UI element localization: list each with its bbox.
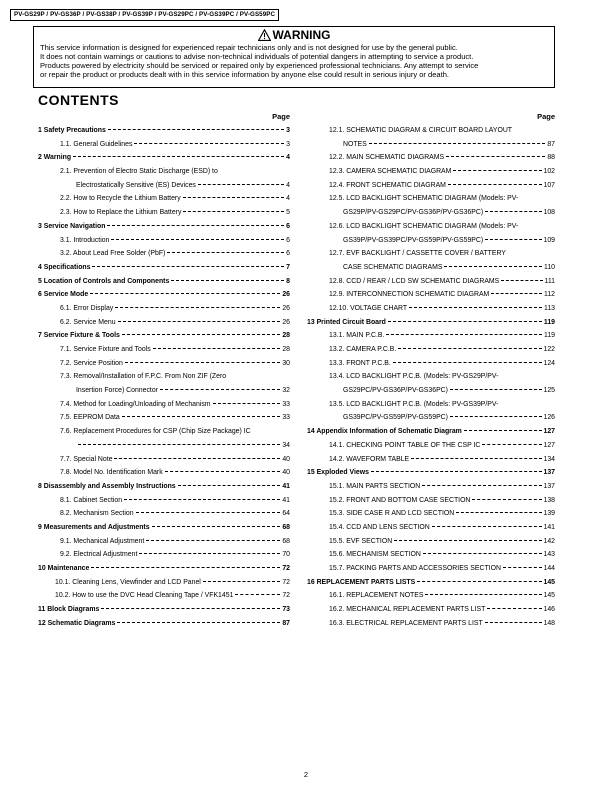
toc-entry-page: 26 — [282, 304, 290, 312]
toc-leader — [446, 156, 545, 157]
toc-entry-title: 7.3. Removal/Installation of F.P.C. From Non ZIF (Zero — [60, 373, 227, 381]
toc-entry[interactable] — [307, 346, 555, 354]
toc-entry-title: 7.7. Special Note — [60, 455, 113, 463]
toc-entry-title: 13.5. LCD BACKLIGHT P.C.B. (Models: PV-GS39P/PV- — [329, 400, 499, 408]
toc-entry-title: 7.8. Model No. Identification Mark — [60, 469, 163, 477]
toc-leader — [388, 321, 542, 322]
toc-entry[interactable] — [307, 469, 555, 477]
toc-leader — [124, 499, 280, 500]
toc-leader — [78, 444, 280, 445]
toc-entry-title: 3 Service Navigation — [38, 222, 106, 230]
toc-leader — [91, 567, 280, 568]
toc-leader — [456, 512, 541, 513]
toc-entry[interactable] — [38, 305, 290, 313]
toc-entry-title: 10 Maintenance — [38, 565, 90, 572]
toc-entry-page: 127 — [543, 441, 555, 449]
toc-entry[interactable] — [307, 538, 555, 546]
toc-entry-page: 33 — [282, 400, 290, 408]
warning-line: or repair the product or products dealt with in this service information by anyone else could result in serious injury or death. — [40, 70, 449, 80]
toc-entry-title: 12.3. CAMERA SCHEMATIC DIAGRAM — [329, 168, 452, 176]
toc-entry-title: 10.1. Cleaning Lens, Viewfinder and LCD Panel — [55, 578, 201, 586]
toc-entry[interactable] — [38, 483, 290, 491]
toc-entry-page: 4 — [286, 181, 290, 189]
toc-leader — [485, 239, 541, 240]
toc-leader — [453, 170, 541, 171]
toc-entry[interactable] — [38, 592, 290, 600]
toc-entry[interactable] — [38, 346, 290, 354]
toc-entry-page: 138 — [543, 496, 555, 504]
toc-leader — [432, 526, 542, 527]
toc-entry-page: 72 — [282, 592, 290, 600]
toc-leader — [165, 471, 281, 472]
toc-entry[interactable] — [38, 209, 290, 217]
toc-entry-title: Electrostatically Sensitive (ES) Devices — [76, 181, 196, 189]
toc-leader — [122, 416, 281, 417]
toc-entry-page: 28 — [282, 332, 290, 340]
toc-entry-page: 109 — [543, 236, 555, 244]
toc-entry[interactable] — [38, 237, 290, 245]
toc-entry-title: 6.1. Error Display — [60, 304, 114, 312]
toc-entry-page: 146 — [543, 606, 555, 614]
toc-entry[interactable] — [307, 250, 555, 258]
toc-entry-page: 137 — [543, 469, 555, 477]
toc-entry[interactable] — [307, 387, 555, 395]
toc-leader — [472, 499, 541, 500]
toc-entry-page: 142 — [543, 537, 555, 545]
page-column-header: Page — [537, 112, 555, 121]
warning-line: It does not contain warnings or cautions to advise non-technical individuals of potential dangers in attempting to service a product. — [40, 52, 474, 62]
toc-entry-page: 5 — [286, 209, 290, 217]
toc-entry-page: 102 — [543, 168, 555, 176]
warning-line: This service information is designed for experienced repair technicians only and is not designed for use by the general public. — [40, 43, 458, 52]
warning-triangle-icon — [258, 28, 273, 42]
toc-entry-title: 16.3. ELECTRICAL REPLACEMENT PARTS LIST — [329, 619, 483, 627]
toc-entry-page: 40 — [282, 455, 290, 463]
toc-entry[interactable] — [38, 141, 290, 149]
warning-line: Products powered by electricity should be serviced or repaired only by experienced professional technicians. Any attempt to service — [40, 61, 479, 71]
toc-entry-title: 11 Block Diagrams — [38, 606, 100, 614]
toc-entry-page: 113 — [544, 304, 555, 312]
toc-entry[interactable] — [307, 456, 555, 464]
toc-entry-title: 15.5. EVF SECTION — [329, 537, 393, 545]
toc-leader — [487, 608, 541, 609]
toc-entry-page: 126 — [543, 414, 555, 422]
toc-entry-title: 16 REPLACEMENT PARTS LISTS — [307, 578, 416, 586]
toc-leader — [386, 334, 542, 335]
toc-entry-title: 15 Exploded Views — [307, 469, 369, 477]
toc-leader — [122, 334, 281, 335]
toc-entry[interactable] — [38, 264, 290, 272]
contents-title: CONTENTS — [38, 92, 119, 108]
toc-leader — [92, 266, 284, 267]
toc-entry-title: 14.2. WAVEFORM TABLE — [329, 455, 410, 463]
toc-list-left — [38, 127, 290, 628]
toc-entry[interactable] — [38, 332, 290, 340]
toc-leader — [464, 430, 542, 431]
toc-leader — [171, 280, 284, 281]
toc-entry-title: 9 Measurements and Adjustments — [38, 523, 150, 531]
toc-entry-page: 145 — [543, 578, 555, 586]
toc-entry-page: 8 — [286, 277, 290, 285]
toc-entry-page: 73 — [282, 606, 290, 614]
toc-entry[interactable] — [307, 195, 555, 203]
toc-entry[interactable] — [38, 387, 290, 395]
toc-entry[interactable] — [307, 592, 555, 600]
toc-entry[interactable] — [307, 442, 555, 450]
toc-leader — [371, 471, 542, 472]
toc-entry[interactable] — [307, 551, 555, 559]
toc-entry[interactable] — [38, 428, 290, 436]
toc-entry-title: 14 Appendix Information of Schematic Diagram — [307, 428, 462, 436]
toc-entry-title: 7.2. Service Position — [60, 359, 123, 367]
toc-entry-title: 4 Specifications — [38, 263, 91, 271]
toc-leader — [503, 567, 542, 568]
toc-leader — [485, 622, 542, 623]
toc-entry-page: 112 — [544, 291, 555, 299]
toc-leader — [423, 553, 542, 554]
toc-entry-title: 3.1. Introduction — [60, 236, 110, 244]
toc-entry-title: 13 Printed Circuit Board — [307, 318, 386, 326]
toc-leader — [107, 225, 284, 226]
toc-entry-page: 64 — [282, 510, 290, 518]
toc-leader — [136, 512, 281, 513]
toc-entry-title: 5 Location of Controls and Components — [38, 277, 170, 285]
toc-entry[interactable] — [307, 373, 555, 381]
toc-entry[interactable] — [38, 319, 290, 327]
toc-entry-title: 7.4. Method for Loading/Unloading of Mechanism — [60, 400, 211, 408]
toc-entry-page: 26 — [282, 291, 290, 299]
toc-entry[interactable] — [38, 401, 290, 409]
toc-entry[interactable] — [38, 551, 290, 559]
toc-leader — [203, 581, 281, 582]
toc-entry-title: 8 Disassembly and Assembly Instructions — [38, 482, 176, 490]
toc-entry[interactable] — [307, 510, 555, 518]
toc-entry[interactable] — [307, 319, 555, 327]
toc-entry-title: 15.1. MAIN PARTS SECTION — [329, 482, 421, 490]
toc-leader — [183, 211, 284, 212]
toc-entry-title: 12.7. EVF BACKLIGHT / CASSETTE COVER / BATTERY — [329, 250, 506, 258]
toc-entry-page: 4 — [286, 195, 290, 203]
toc-entry-page: 68 — [282, 537, 290, 545]
toc-entry[interactable] — [38, 373, 290, 381]
page-number: 2 — [303, 770, 309, 779]
toc-entry-page: 134 — [543, 455, 555, 463]
toc-entry[interactable] — [38, 250, 290, 258]
toc-entry-title: 2.3. How to Replace the Lithium Battery — [60, 209, 182, 217]
toc-entry-title: 12.1. SCHEMATIC DIAGRAM & CIRCUIT BOARD LAYOUT — [329, 127, 513, 134]
toc-entry-page: 72 — [282, 565, 290, 572]
toc-entry[interactable] — [307, 428, 555, 436]
toc-leader — [167, 252, 284, 253]
toc-entry-title: 2 Warning — [38, 154, 72, 162]
toc-entry-page: 110 — [544, 263, 555, 271]
toc-leader — [369, 143, 546, 144]
toc-entry-title: 12.6. LCD BACKLIGHT SCHEMATIC DIAGRAM (Models: PV- — [329, 222, 519, 230]
toc-entry-title: 13.2. CAMERA P.C.B. — [329, 346, 397, 353]
toc-leader — [125, 362, 281, 363]
toc-entry-title: 6 Service Mode — [38, 291, 89, 299]
toc-entry-page: 3 — [286, 127, 290, 134]
page-column-header: Page — [272, 112, 290, 121]
toc-entry[interactable] — [307, 291, 555, 299]
toc-entry-page: 107 — [543, 181, 555, 189]
toc-entry-title: 15.3. SIDE CASE R AND LCD SECTION — [329, 510, 455, 518]
toc-entry-title: 12.9. INTERCONNECTION SCHEMATIC DIAGRAM — [329, 291, 490, 299]
toc-entry[interactable] — [307, 579, 555, 587]
toc-entry-title: 15.4. CCD AND LENS SECTION — [329, 523, 430, 531]
toc-entry-title: 1.1. General Guidelines — [60, 140, 133, 148]
toc-leader — [444, 266, 542, 267]
toc-entry-page: 111 — [544, 277, 555, 285]
toc-entry[interactable] — [307, 141, 555, 149]
toc-entry-title: 6.2. Service Menu — [60, 318, 116, 326]
toc-entry-title: 7.5. EEPROM Data — [60, 414, 120, 422]
toc-entry-title: 15.7. PACKING PARTS AND ACCESSORIES SECTION — [329, 565, 501, 572]
warning-title: WARNING — [272, 28, 331, 42]
toc-entry-title: 16.2. MECHANICAL REPLACEMENT PARTS LIST — [329, 606, 486, 614]
toc-entry[interactable] — [307, 127, 555, 135]
toc-entry-page: 144 — [543, 565, 555, 572]
toc-entry-title: GS39P/PV-GS39PC/PV-GS59P/PV-GS59PC) — [343, 236, 484, 244]
toc-leader — [178, 485, 281, 486]
toc-entry[interactable] — [38, 579, 290, 587]
toc-entry-title: 8.2. Mechanism Section — [60, 510, 134, 518]
toc-entry[interactable] — [38, 524, 290, 532]
toc-leader — [425, 594, 541, 595]
toc-leader — [115, 307, 280, 308]
toc-entry[interactable] — [307, 414, 555, 422]
toc-entry-page: 40 — [282, 469, 290, 477]
toc-entry-page: 41 — [282, 482, 290, 490]
toc-entry-title: 9.1. Mechanical Adjustment — [60, 537, 145, 545]
warning-title-row — [40, 29, 548, 43]
toc-entry[interactable] — [307, 360, 555, 368]
toc-entry[interactable] — [38, 360, 290, 368]
toc-leader — [153, 348, 281, 349]
toc-entry-page: 148 — [543, 619, 555, 627]
toc-entry-title: 12.2. MAIN SCHEMATIC DIAGRAMS — [329, 154, 445, 162]
toc-leader — [417, 581, 541, 582]
toc-entry[interactable] — [38, 497, 290, 505]
toc-entry-page: 32 — [282, 387, 290, 395]
toc-entry-title: 7 Service Fixture & Tools — [38, 332, 120, 340]
toc-entry-page: 145 — [543, 592, 555, 600]
toc-entry-title: 15.2. FRONT AND BOTTOM CASE SECTION — [329, 496, 471, 504]
toc-leader — [160, 389, 280, 390]
toc-entry-page: 122 — [543, 346, 555, 353]
toc-entry-page: 7 — [286, 263, 290, 271]
toc-entry[interactable] — [307, 620, 555, 628]
toc-leader — [448, 184, 542, 185]
toc-entry[interactable] — [307, 264, 555, 272]
toc-entry[interactable] — [38, 456, 290, 464]
toc-entry-title: 2.2. How to Recycle the Lithium Battery — [60, 195, 181, 203]
toc-entry[interactable] — [38, 127, 290, 135]
toc-entry[interactable] — [307, 483, 555, 491]
warning-box — [33, 26, 555, 88]
toc-entry-title: GS29P/PV-GS29PC/PV-GS36P/PV-GS36PC) — [343, 209, 484, 217]
toc-entry-title: 7.1. Service Fixture and Tools — [60, 346, 151, 353]
toc-entry[interactable] — [307, 305, 555, 313]
toc-entry-title: Insertion Force) Connector — [76, 387, 158, 395]
toc-entry-title: 3.2. About Lead Free Solder (PbF) — [60, 250, 166, 258]
toc-entry-page: 33 — [282, 414, 290, 422]
toc-entry-title: 12.5. LCD BACKLIGHT SCHEMATIC DIAGRAM (Models: PV- — [329, 195, 519, 203]
toc-entry-page: 108 — [543, 209, 555, 217]
toc-leader — [393, 362, 542, 363]
toc-entry-title: NOTES — [343, 140, 367, 148]
toc-entry[interactable] — [307, 565, 555, 573]
toc-leader — [152, 526, 281, 527]
toc-entry-page: 6 — [286, 222, 290, 230]
toc-entry[interactable] — [307, 278, 555, 286]
toc-entry[interactable] — [307, 497, 555, 505]
toc-right-column — [307, 112, 555, 633]
toc-entry[interactable] — [38, 469, 290, 477]
toc-leader — [235, 594, 280, 595]
toc-entry-page: 143 — [543, 551, 555, 559]
toc-leader — [101, 608, 280, 609]
toc-entry-page: 88 — [547, 154, 555, 162]
toc-entry-title: 12.4. FRONT SCHEMATIC DIAGRAM — [329, 181, 446, 189]
toc-entry-page: 4 — [286, 154, 290, 162]
toc-entry-title: 9.2. Electrical Adjustment — [60, 551, 138, 559]
toc-entry-page: 6 — [286, 250, 290, 258]
toc-entry-title: 1 Safety Precautions — [38, 127, 106, 134]
toc-entry-page: 139 — [543, 510, 555, 518]
toc-entry-title: 14.1. CHECKING POINT TABLE OF THE CSP IC — [329, 441, 481, 449]
toc-entry[interactable] — [38, 620, 290, 628]
toc-entry[interactable] — [307, 154, 555, 162]
toc-entry-page: 34 — [282, 441, 290, 449]
toc-leader — [108, 129, 284, 130]
toc-entry-page: 68 — [282, 523, 290, 531]
toc-leader — [394, 540, 541, 541]
toc-entry[interactable] — [38, 442, 290, 450]
toc-entry[interactable] — [307, 401, 555, 409]
toc-entry[interactable] — [38, 510, 290, 518]
toc-entry-page: 137 — [543, 482, 555, 490]
toc-entry-page: 6 — [286, 236, 290, 244]
toc-leader — [90, 293, 280, 294]
toc-entry-page: 30 — [282, 359, 290, 367]
toc-leader — [118, 321, 281, 322]
toc-entry-title: 13.1. MAIN P.C.B. — [329, 332, 385, 340]
toc-leader — [111, 239, 284, 240]
toc-leader — [114, 458, 280, 459]
toc-entry[interactable] — [38, 278, 290, 286]
toc-leader — [450, 389, 542, 390]
toc-entry[interactable] — [307, 524, 555, 532]
toc-leader — [134, 143, 284, 144]
toc-entry-title: CASE SCHEMATIC DIAGRAMS — [343, 263, 443, 271]
toc-entry-page: 119 — [544, 332, 555, 340]
toc-entry[interactable] — [38, 606, 290, 614]
toc-leader — [450, 416, 542, 417]
toc-entry[interactable] — [307, 237, 555, 245]
toc-entry-page: 141 — [543, 523, 555, 531]
toc-entry-title: 12.8. CCD / REAR / LCD SW SCHEMATIC DIAGRAMS — [329, 277, 500, 285]
toc-entry[interactable] — [307, 606, 555, 614]
toc-leader — [213, 403, 281, 404]
toc-entry-title: GS39PC/PV-GS59P/PV-GS59PC) — [343, 414, 448, 422]
toc-entry-title: 16.1. REPLACEMENT NOTES — [329, 592, 424, 600]
toc-entry[interactable] — [38, 195, 290, 203]
toc-entry[interactable] — [307, 223, 555, 231]
toc-entry-page: 87 — [547, 140, 555, 148]
toc-entry[interactable] — [38, 538, 290, 546]
toc-leader — [198, 184, 284, 185]
toc-entry-page: 41 — [282, 496, 290, 504]
toc-entry[interactable] — [38, 154, 290, 162]
toc-entry-page: 70 — [282, 551, 290, 559]
toc-leader — [409, 307, 542, 308]
model-header: PV-GS29P / PV-GS36P / PV-GS38P / PV-GS39P / PV-GS29PC / PV-GS39PC / PV-GS59PC — [10, 9, 279, 21]
toc-entry-title: 13.3. FRONT P.C.B. — [329, 359, 391, 367]
toc-entry-title: 10.2. How to use the DVC Head Cleaning Tape / VFK1451 — [55, 592, 234, 600]
toc-leader — [73, 156, 284, 157]
toc-entry-page: 87 — [282, 619, 290, 627]
toc-leader — [422, 485, 541, 486]
toc-entry-page: 28 — [282, 346, 290, 353]
toc-entry[interactable] — [307, 209, 555, 217]
toc-entry-page: 125 — [543, 387, 555, 395]
toc-entry-title: 13.4. LCD BACKLIGHT P.C.B. (Models: PV-GS29P/PV- — [329, 373, 499, 381]
toc-entry[interactable] — [307, 182, 555, 190]
toc-list-right — [307, 127, 555, 628]
toc-leader — [117, 622, 280, 623]
toc-entry[interactable] — [307, 168, 555, 176]
toc-entry-title: 2.1. Prevention of Electro Static Discharge (ESD) to — [60, 168, 218, 176]
toc-entry[interactable] — [38, 565, 290, 573]
toc-left-column — [38, 112, 290, 633]
toc-entry-title: 8.1. Cabinet Section — [60, 496, 123, 504]
toc-leader — [398, 348, 541, 349]
toc-entry-page: 72 — [282, 578, 290, 586]
toc-entry[interactable] — [38, 291, 290, 299]
toc-leader — [146, 540, 280, 541]
toc-leader — [183, 197, 285, 198]
toc-entry-title: 12 Schematic Diagrams — [38, 619, 116, 627]
toc-entry-title: 7.6. Replacement Procedures for CSP (Chip Size Package) IC — [60, 428, 251, 436]
toc-entry-title: GS29PC/PV-GS36P/PV-GS36PC) — [343, 387, 448, 395]
toc-leader — [411, 458, 541, 459]
toc-entry-title: 15.6. MECHANISM SECTION — [329, 551, 421, 559]
toc-entry-page: 26 — [282, 318, 290, 326]
toc-entry[interactable] — [38, 223, 290, 231]
toc-leader — [491, 293, 542, 294]
toc-entry-page: 124 — [543, 359, 555, 367]
toc-entry-page: 3 — [286, 140, 290, 148]
toc-entry-page: 119 — [543, 318, 555, 326]
toc-leader — [501, 280, 542, 281]
toc-leader — [139, 553, 280, 554]
toc-entry-page: 127 — [543, 428, 555, 436]
toc-entry[interactable] — [38, 414, 290, 422]
toc-entry-title: 12.10. VOLTAGE CHART — [329, 304, 408, 312]
toc-leader — [485, 211, 541, 212]
toc-entry[interactable] — [38, 168, 290, 176]
toc-entry[interactable] — [38, 182, 290, 190]
toc-leader — [482, 444, 541, 445]
toc-entry[interactable] — [307, 332, 555, 340]
